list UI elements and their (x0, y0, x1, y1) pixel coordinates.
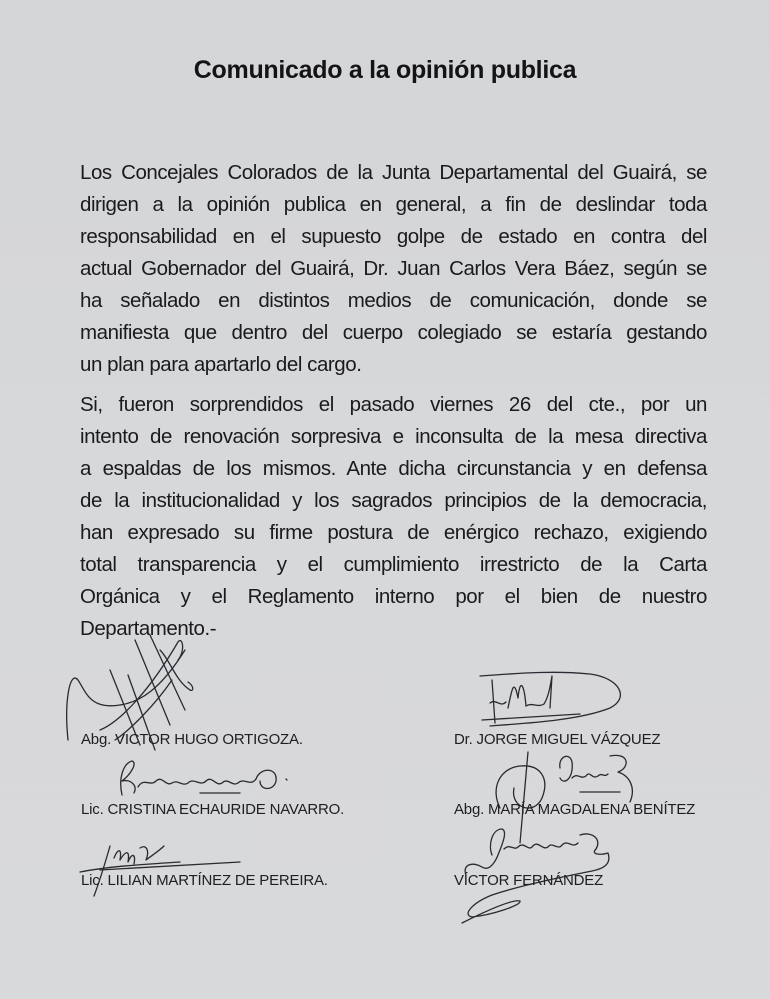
paragraph-line: un plan para apartarlo del cargo. (80, 353, 362, 376)
signatory-name: Lic. CRISTINA ECHAURIDE NAVARRO. (81, 801, 345, 818)
signatory-name: Abg. VICTOR HUGO ORTIGOZA. (81, 731, 303, 748)
signatory-name: Lic. LILIAN MARTÍNEZ DE PEREIRA. (81, 872, 328, 889)
paragraph-line: dirigen a la opinión publica en general, a fin de deslindar toda (80, 193, 707, 216)
signature-vazquez (470, 668, 630, 738)
paragraph-line: Si, fueron sorprendidos el pasado viernes 26 del cte., por un (80, 393, 707, 416)
signatory-name: Abg. MARÍA MAGDALENA BENÍTEZ (454, 801, 696, 818)
paragraph-1 (80, 157, 707, 381)
signature-echauride (110, 757, 300, 802)
paragraph-line: Los Concejales Colorados de la Junta Departamental del Guairá, se (80, 161, 707, 184)
paragraph-line: de la institucionalidad y los sagrados principios de la democracia, (80, 489, 707, 512)
paragraph-line: manifiesta que dentro del cuerpo colegiado se estaría gestando (80, 321, 707, 344)
signatory-name: Dr. JORGE MIGUEL VÁZQUEZ (454, 731, 661, 748)
paragraph-line: intento de renovación sorpresiva e inconsulta de la mesa directiva (80, 425, 707, 448)
paragraph-line: han expresado su firme postura de enérgico rechazo, exigiendo (80, 521, 707, 544)
paragraph-2 (80, 389, 707, 645)
signatory-name: VÍCTOR FERNÁNDEZ (454, 872, 604, 889)
paragraph-line: a espaldas de los mismos. Ante dicha circunstancia y en defensa (80, 457, 707, 480)
paragraph-line: Departamento.- (80, 617, 217, 640)
paragraph-line: ha señalado en distintos medios de comunicación, donde se (80, 289, 707, 312)
paragraph-line: Orgánica y el Reglamento interno por el bien de nuestro (80, 585, 707, 608)
document-title: Comunicado a la opinión publica (193, 56, 577, 84)
paragraph-line: actual Gobernador del Guairá, Dr. Juan Carlos Vera Báez, según se (80, 257, 707, 280)
signature-martinez (70, 840, 250, 900)
paragraph-line: total transparencia y el cumplimiento irrestricto de la Carta (80, 553, 707, 576)
paragraph-line: responsabilidad en el supuesto golpe de estado en contra del (80, 225, 707, 248)
